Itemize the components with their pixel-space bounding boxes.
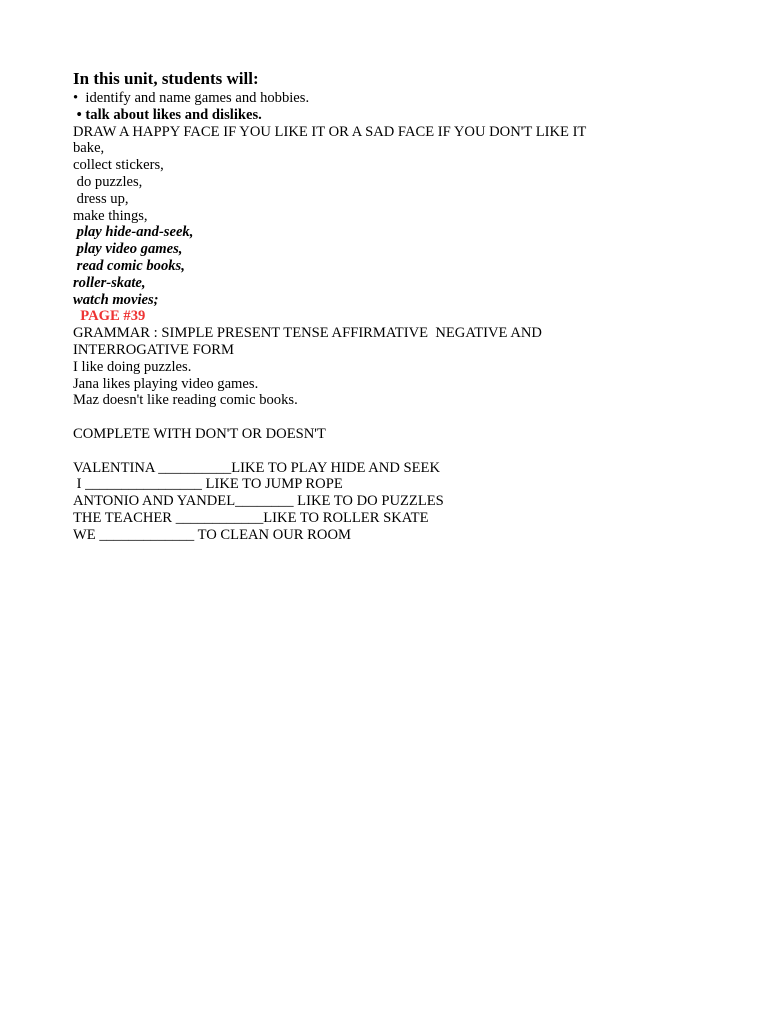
- exercise-item: ANTONIO AND YANDEL________ LIKE TO DO PUZZLES: [73, 493, 444, 510]
- exercise-item: VALENTINA __________LIKE TO PLAY HIDE AND SEEK: [73, 459, 441, 476]
- activity-item: roller-skate,: [73, 274, 146, 291]
- document-page: [73, 68, 733, 544]
- spacer: [73, 409, 733, 426]
- example-sentence: I like doing puzzles.: [73, 358, 192, 375]
- exercise-title: COMPLETE WITH DON'T OR DOESN'T: [73, 425, 326, 442]
- exercise-item: THE TEACHER ____________LIKE TO ROLLER SKATE: [73, 509, 429, 526]
- exercise-item: WE _____________ TO CLEAN OUR ROOM: [73, 526, 351, 543]
- example-sentence: Jana likes playing video games.: [73, 375, 259, 392]
- objectives-list: [73, 90, 733, 124]
- activities-list: [73, 140, 733, 308]
- activity-item: watch movies;: [73, 291, 159, 308]
- example-sentence: Maz doesn't like reading comic books.: [73, 392, 298, 409]
- instruction-text: DRAW A HAPPY FACE IF YOU LIKE IT OR A SAD FACE IF YOU DON'T LIKE IT: [73, 123, 587, 140]
- activity-item: read comic books,: [73, 257, 185, 274]
- grammar-heading: GRAMMAR : SIMPLE PRESENT TENSE AFFIRMATIVE NEGATIVE AND: [73, 325, 542, 342]
- activity-item: play video games,: [73, 241, 183, 258]
- activity-item: do puzzles,: [73, 173, 143, 190]
- activity-item: dress up,: [73, 190, 129, 207]
- activity-item: play hide-and-seek,: [73, 224, 194, 241]
- spacer: [73, 443, 733, 460]
- exercise-list: [73, 460, 733, 544]
- activity-item: bake,: [73, 140, 105, 157]
- activity-item: make things,: [73, 207, 148, 224]
- page-reference: PAGE #39: [73, 308, 146, 325]
- grammar-heading: INTERROGATIVE FORM: [73, 341, 234, 358]
- objective-item: • talk about likes and dislikes.: [73, 106, 262, 123]
- exercise-item: I ________________ LIKE TO JUMP ROPE: [73, 476, 343, 493]
- activity-item: collect stickers,: [73, 157, 164, 174]
- grammar-section: [73, 325, 733, 409]
- objective-item: • identify and name games and hobbies.: [73, 90, 310, 106]
- unit-heading: In this unit, students will:: [73, 69, 259, 88]
